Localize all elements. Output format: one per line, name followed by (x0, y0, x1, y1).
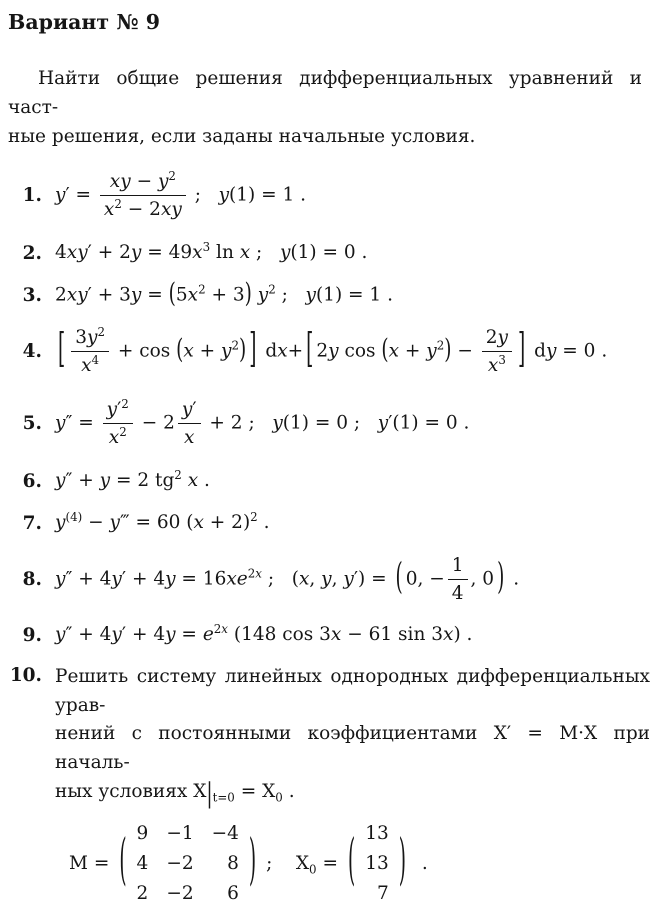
problem-formula: y′ = $\frac{xy - y^2}{x^2 - 2xy}$ ; y(1) = 1 . (55, 168, 307, 220)
problem10-line-3: ных условиях $X|_{t=0} = X_0$ . (55, 778, 295, 810)
matrix-line (69, 821, 650, 907)
problem-item (8, 278, 650, 310)
problem-item (8, 622, 650, 649)
problem-number: 4. (22, 341, 42, 363)
problem-formula: $4xy' + 2y = 49x^3$ ln x ; y(1) = 0 . (55, 239, 368, 263)
problem-formula: $y^{(4)}$ − y‴ = 60 $(x + 2)^2$ . (55, 510, 270, 534)
problem-number: 9. (22, 625, 42, 647)
problem-item (8, 663, 650, 908)
problem-formula: $2xy' + 3y = (5x^2 + 3)$ $y^2$ ; y(1) = 1 . (55, 278, 393, 310)
problem-item (8, 468, 650, 495)
problem-formula: y″ + y = 2 $tg^2$ x . (55, 468, 210, 492)
problem-number: 5. (22, 413, 42, 435)
matrix-x0: 13 13 7 (365, 823, 389, 905)
matrix-m-label: M = (69, 853, 110, 875)
problem-item (8, 170, 650, 221)
matrix-m: 9 −1 −4 4 −2 8 2 −2 6 (136, 823, 239, 905)
problem-item (8, 326, 650, 377)
problem-formula (55, 663, 650, 908)
right-paren: ) (398, 830, 406, 894)
problem10-line-2: нений с постоянными коэффициентами X′ = M·X при началь- (55, 723, 650, 774)
problem-number: 1. (22, 184, 42, 206)
left-paren: ( (347, 830, 356, 894)
problem-formula: [ $\frac{3y^2}{x^4}$ + $\cos (x + y^2)$ ] dx+ [ 2y $\cos (x + y^2)$ − $\frac{2y}{x^3}$ ] dy = 0 . (58, 324, 608, 377)
problem-number: 7. (22, 513, 42, 535)
matrix-x0-label: $X_0$ = (289, 853, 338, 877)
separator: ; (266, 853, 290, 875)
problem10-line-1: Решить систему линейных однородных дифференциальных урав- (55, 666, 650, 716)
problem-number: 3. (22, 284, 42, 306)
problem-formula: y″ = $\frac{y'^2}{x^2}$ − 2 $\frac{y'}{x}$ + 2 ; y(1) = 0 ; y′(1) = 0 . (55, 397, 470, 449)
intro-line-2: ные решения, если заданы начальные условия. (8, 126, 476, 148)
intro-paragraph (8, 64, 642, 152)
left-paren: ( (119, 830, 127, 894)
intro-line-1: Найти общие решения дифференциальных уравнений и част- (8, 68, 642, 119)
page-title: Вариант № 9 (8, 10, 160, 34)
problem-formula: $y'' + 4y' + 4y = 16xe^{2x}$ ; (x, y, y′) = ( 0, − $\frac{1}{4}$ , 0 ) . (55, 555, 520, 605)
problems-list (8, 170, 650, 908)
problem-item (8, 554, 650, 605)
problem-number: 2. (22, 242, 42, 264)
problem-number: 6. (22, 471, 42, 493)
problem-formula: $y'' + 4y' + 4y = e^{2x}$ (148 cos 3x − 61 sin 3x) . (55, 622, 473, 646)
problem-item (8, 240, 650, 267)
problem-item (8, 398, 650, 449)
period: . (415, 853, 428, 875)
right-paren: ) (248, 830, 257, 894)
problem-number: 10. (9, 665, 42, 687)
problem-number: 8. (22, 569, 42, 591)
problem-item (8, 510, 650, 537)
